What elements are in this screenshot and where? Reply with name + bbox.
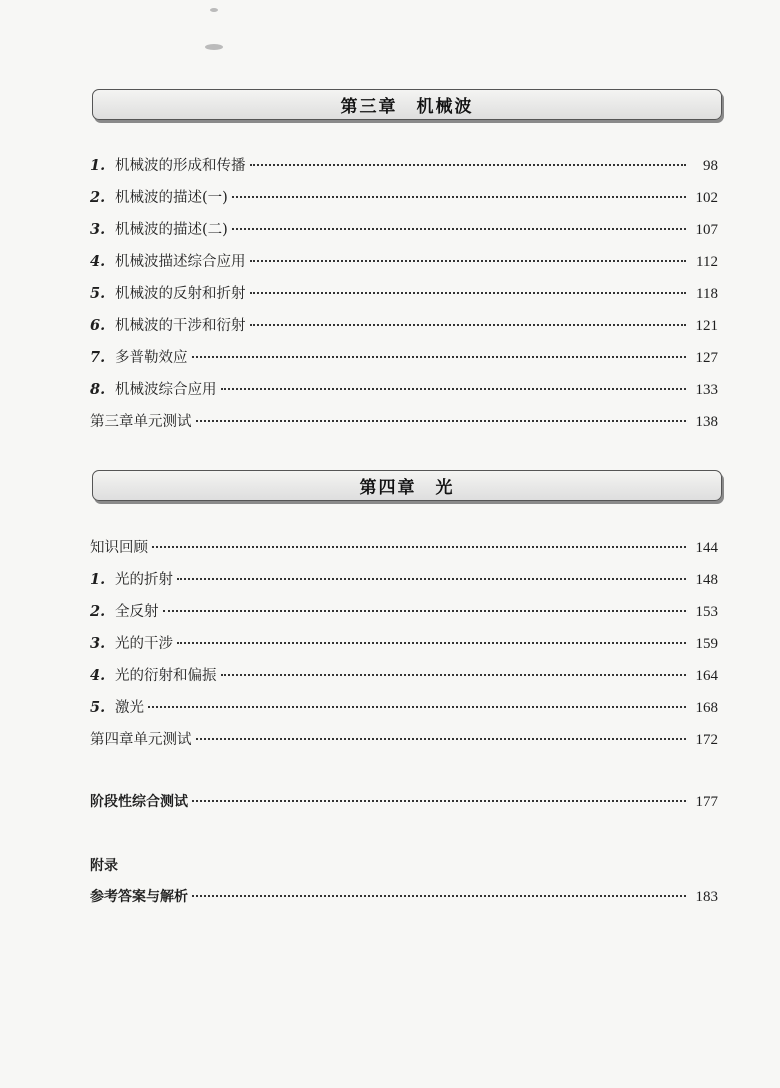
entry-page: 127 bbox=[695, 350, 718, 366]
entry-title: 机械波的形成和传播 bbox=[115, 158, 246, 174]
entry-title: 机械波的描述(二) bbox=[115, 222, 228, 238]
review-entry[interactable] bbox=[90, 536, 718, 558]
dot-leader bbox=[250, 292, 687, 294]
toc-entry[interactable] bbox=[90, 186, 718, 208]
chapter3-title: 第三章 机械波 bbox=[340, 97, 474, 117]
entry-title: 全反射 bbox=[115, 604, 159, 620]
entry-number: 4. bbox=[90, 667, 106, 684]
entry-number: 2. bbox=[90, 603, 106, 620]
entry-number: 2. bbox=[90, 189, 106, 206]
entry-page: 153 bbox=[695, 604, 718, 620]
entry-title: 机械波描述综合应用 bbox=[115, 254, 246, 270]
toc-entry[interactable] bbox=[90, 632, 718, 654]
toc-entry[interactable] bbox=[90, 696, 718, 718]
entry-title: 知识回顾 bbox=[90, 540, 148, 556]
entry-page: 107 bbox=[695, 222, 718, 238]
dot-leader bbox=[196, 420, 687, 422]
entry-number: 4. bbox=[90, 253, 106, 270]
entry-number: 5. bbox=[90, 699, 106, 716]
entry-number: 8. bbox=[90, 381, 106, 398]
dot-leader bbox=[232, 196, 686, 198]
entry-number: 1. bbox=[90, 571, 106, 588]
chapter3-header bbox=[92, 89, 722, 120]
stage-test-entry[interactable] bbox=[90, 791, 718, 813]
entry-title: 光的干涉 bbox=[115, 636, 173, 652]
entry-title: 第四章单元测试 bbox=[90, 732, 192, 748]
entry-title: 光的折射 bbox=[115, 572, 173, 588]
entry-title: 参考答案与解析 bbox=[90, 889, 188, 905]
entry-number: 1. bbox=[90, 157, 106, 174]
chapter4-header bbox=[92, 470, 722, 501]
toc-entry[interactable] bbox=[90, 282, 718, 304]
entry-page: 148 bbox=[695, 572, 718, 588]
dot-leader bbox=[152, 546, 686, 548]
dot-leader bbox=[177, 578, 686, 580]
dot-leader bbox=[192, 895, 686, 897]
entry-title: 机械波的描述(一) bbox=[115, 190, 228, 206]
entry-number: 5. bbox=[90, 285, 106, 302]
entry-page: 121 bbox=[695, 318, 718, 334]
scan-speck bbox=[205, 44, 223, 50]
entry-page: 172 bbox=[695, 732, 718, 748]
appendix-label: 附录 bbox=[90, 858, 118, 874]
entry-page: 144 bbox=[695, 540, 718, 556]
entry-title: 光的衍射和偏振 bbox=[115, 668, 217, 684]
entry-title: 机械波的反射和折射 bbox=[115, 286, 246, 302]
dot-leader bbox=[177, 642, 686, 644]
entry-page: 138 bbox=[695, 414, 718, 430]
entry-title: 机械波的干涉和衍射 bbox=[115, 318, 246, 334]
toc-entry[interactable] bbox=[90, 346, 718, 368]
dot-leader bbox=[250, 164, 687, 166]
dot-leader bbox=[163, 610, 687, 612]
dot-leader bbox=[221, 388, 687, 390]
entry-page: 112 bbox=[696, 254, 718, 270]
chapter4-test-entry[interactable] bbox=[90, 728, 718, 750]
dot-leader bbox=[221, 674, 687, 676]
dot-leader bbox=[148, 706, 686, 708]
entry-title: 阶段性综合测试 bbox=[90, 794, 188, 810]
entry-page: 177 bbox=[695, 794, 718, 810]
dot-leader bbox=[250, 260, 687, 262]
entry-title: 第三章单元测试 bbox=[90, 414, 192, 430]
entry-page: 133 bbox=[695, 382, 718, 398]
answers-entry[interactable] bbox=[90, 886, 718, 908]
entry-number: 3. bbox=[90, 221, 106, 238]
toc-entry[interactable] bbox=[90, 568, 718, 590]
dot-leader bbox=[250, 324, 687, 326]
toc-entry[interactable] bbox=[90, 664, 718, 686]
dot-leader bbox=[196, 738, 687, 740]
entry-page: 183 bbox=[695, 889, 718, 905]
toc-entry[interactable] bbox=[90, 314, 718, 336]
entry-title: 机械波综合应用 bbox=[115, 382, 217, 398]
chapter4-title: 第四章 光 bbox=[359, 478, 455, 498]
entry-number: 6. bbox=[90, 317, 106, 334]
entry-title: 激光 bbox=[115, 700, 144, 716]
entry-title: 多普勒效应 bbox=[115, 350, 188, 366]
toc-entry[interactable] bbox=[90, 218, 718, 240]
chapter3-test-entry[interactable] bbox=[90, 410, 718, 432]
toc-entry[interactable] bbox=[90, 154, 718, 176]
entry-number: 3. bbox=[90, 635, 106, 652]
scan-speck bbox=[210, 8, 218, 12]
toc-entry[interactable] bbox=[90, 378, 718, 400]
dot-leader bbox=[192, 356, 687, 358]
dot-leader bbox=[232, 228, 686, 230]
dot-leader bbox=[192, 800, 686, 802]
entry-page: 164 bbox=[695, 668, 718, 684]
toc-entry[interactable] bbox=[90, 250, 718, 272]
entry-page: 102 bbox=[695, 190, 718, 206]
entry-page: 118 bbox=[696, 286, 718, 302]
entry-page: 159 bbox=[695, 636, 718, 652]
entry-page: 98 bbox=[703, 158, 718, 174]
toc-entry[interactable] bbox=[90, 600, 718, 622]
entry-page: 168 bbox=[695, 700, 718, 716]
entry-number: 7. bbox=[90, 349, 106, 366]
